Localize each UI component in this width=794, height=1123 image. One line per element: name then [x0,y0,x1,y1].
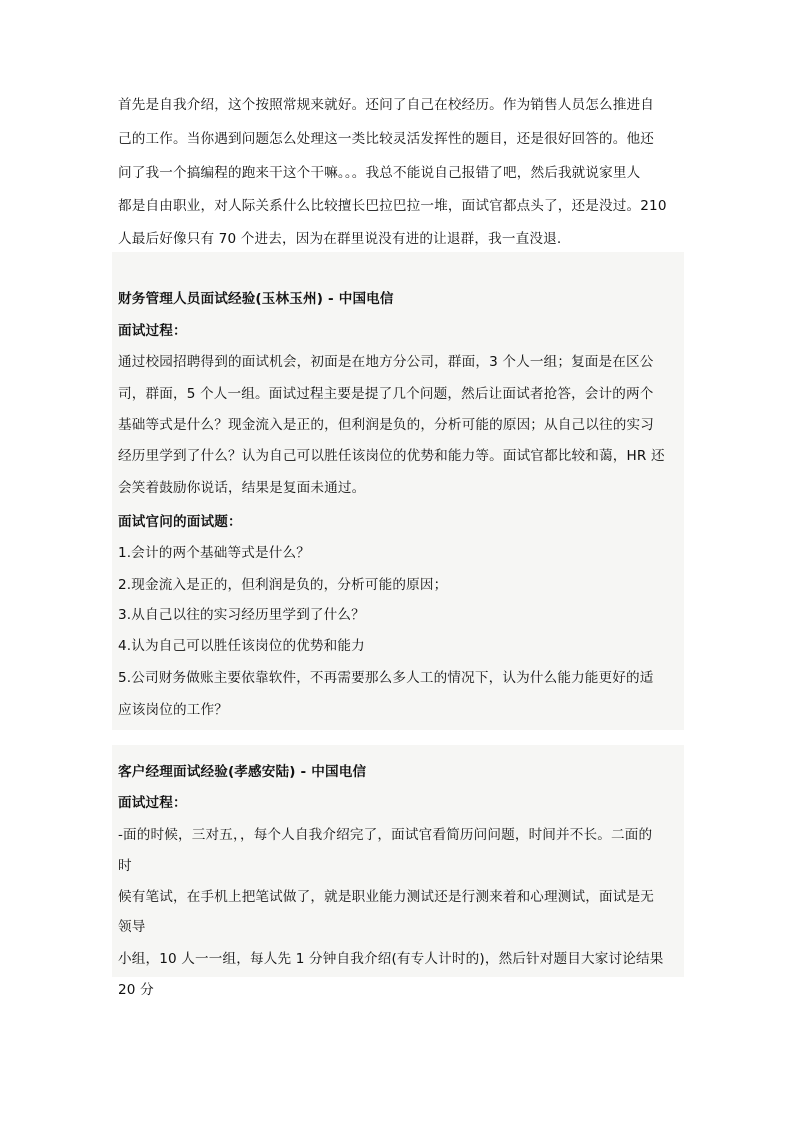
process-line: 小组，10 人一一组，每人先 1 分钟自我介绍(有专人计时的)，然后针对题目大家讨论结果 [118,951,664,967]
process-line: 候有笔试，在手机上把笔试做了，就是职业能力测试还是行测来着和心理测试，面试是无 [118,889,655,905]
question-item: 应该岗位的工作？ [118,702,228,718]
questions-heading: 面试官问的面试题： [118,514,242,530]
question-item: 5.公司财务做账主要依靠软件，不再需要那么多人工的情况下，认为什么能力能更好的适 [118,670,654,686]
process-line: 司，群面，5 个人一组。面试过程主要是提了几个问题，然后让面试者抢答，会计的两个 [118,386,654,402]
section-title: 财务管理人员面试经验(玉林玉州) - 中国电信 [118,291,394,307]
process-line: 20 分 [118,982,154,998]
intro-line: 首先是自我介绍，这个按照常规来就好。还问了自己在校经历。作为销售人员怎么推进自 [118,97,655,113]
process-heading: 面试过程： [118,323,187,339]
process-line: 基础等式是什么？现金流入是正的，但利润是负的，分析可能的原因；从自己以往的实习 [118,417,655,433]
question-item: 2.现金流入是正的，但利润是负的，分析可能的原因； [118,577,448,593]
intro-line: 人最后好像只有 70 个进去，因为在群里说没有进的让退群，我一直没退. [118,231,562,247]
intro-line: 己的工作。当你遇到问题怎么处理这一类比较灵活发挥性的题目，还是很好回答的。他还 [118,131,655,147]
process-line: 通过校园招聘得到的面试机会，初面是在地方分公司，群面，3 个人一组；复面是在区公 [118,354,654,370]
intro-line: 问了我一个搞编程的跑来干这个干嘛。。。我总不能说自己报错了吧，然后我就说家里人 [118,165,641,181]
process-heading: 面试过程： [118,795,187,811]
question-item: 4.认为自己可以胜任该岗位的优势和能力 [118,638,365,654]
process-line: -面的时候，三对五，，每个人自我介绍完了，面试官看简历问问题，时间并不长。二面的 [118,827,653,843]
intro-line: 都是自由职业，对人际关系什么比较擅长巴拉巴拉一堆，面试官都点头了，还是没过。210 [118,198,667,214]
section-title: 客户经理面试经验(孝感安陆) - 中国电信 [118,764,367,780]
question-item: 1.会计的两个基础等式是什么？ [118,545,310,561]
process-line: 会笑着鼓励你说话，结果是复面未通过。 [118,480,366,496]
process-line: 经历里学到了什么？认为自己可以胜任该岗位的优势和能力等。面试官都比较和蔼，HR 还 [118,448,665,464]
question-item: 3.从自己以往的实习经历里学到了什么？ [118,607,365,623]
process-line: 领导 [118,919,146,935]
process-line: 时 [118,858,132,874]
